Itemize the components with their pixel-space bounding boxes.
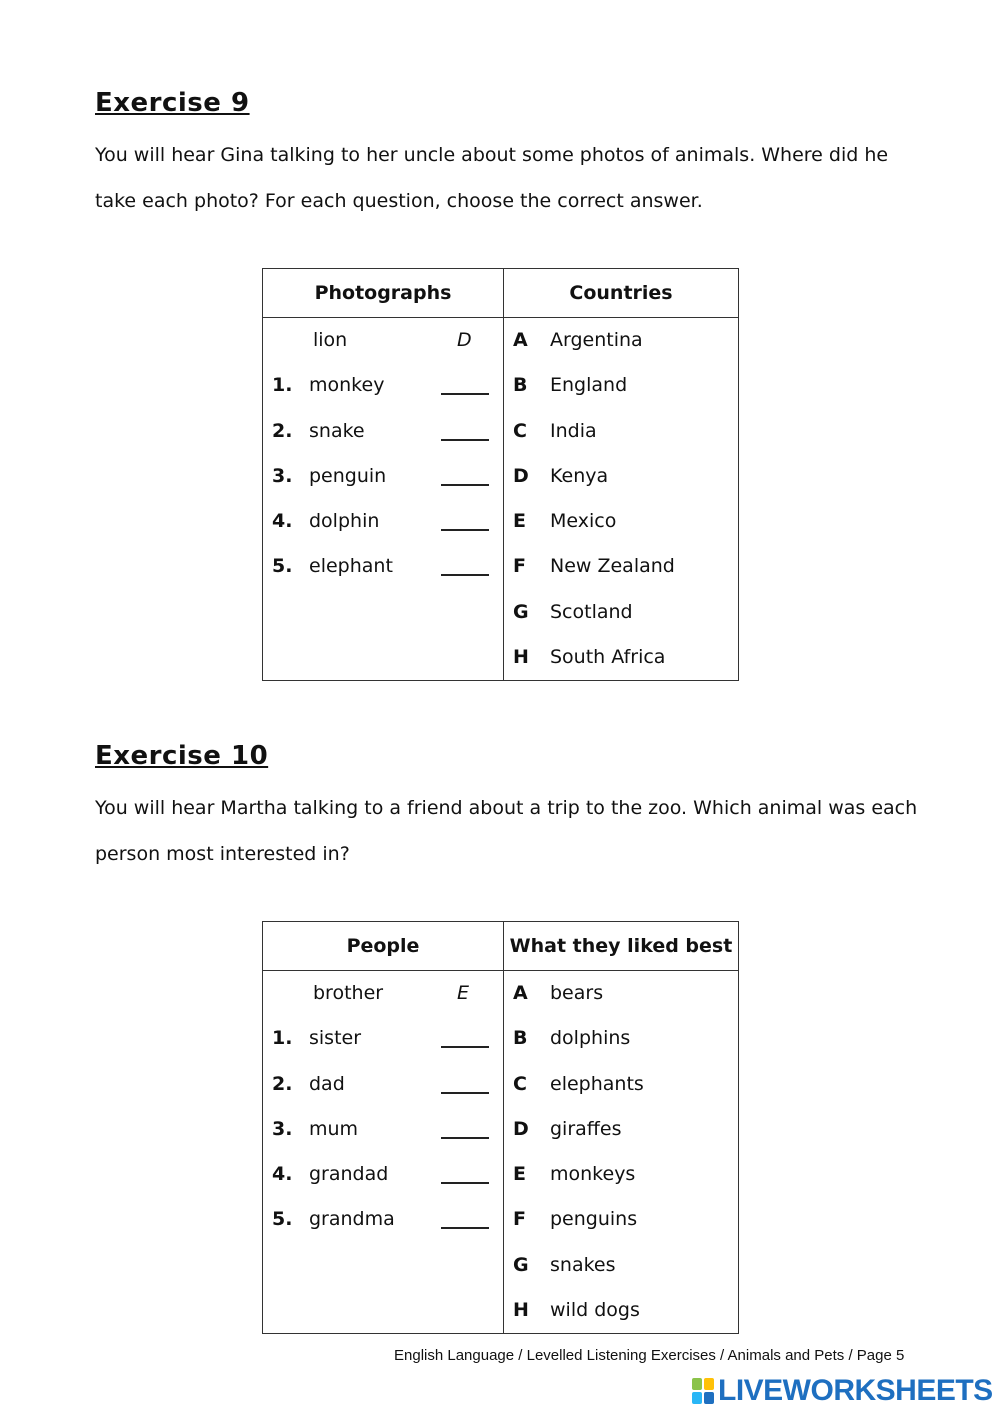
option-letter: D (513, 464, 529, 487)
example-item: brother (313, 982, 384, 1004)
option-text: Kenya (550, 464, 609, 487)
logo-text: LIVEWORKSHEETS (718, 1374, 993, 1407)
option-row (504, 971, 738, 1016)
option-row (504, 1197, 738, 1242)
option-letter: F (513, 555, 526, 578)
option-letter: F (513, 1208, 526, 1231)
exercise-10-table (262, 921, 739, 1334)
question-number: 3. (272, 464, 293, 487)
option-letter: G (513, 1253, 529, 1276)
question-row (263, 409, 503, 454)
option-row (504, 454, 738, 499)
what-they-liked-best-header: What they liked best (504, 922, 739, 971)
question-number: 3. (272, 1117, 293, 1140)
option-text: elephants (550, 1072, 644, 1095)
question-number: 5. (272, 555, 293, 578)
question-number: 1. (272, 1027, 293, 1050)
question-number: 5. (272, 1208, 293, 1231)
logo-square-icon (692, 1378, 702, 1390)
logo-square-icon (692, 1392, 702, 1404)
option-text: giraffes (550, 1117, 622, 1140)
question-number: 4. (272, 1163, 293, 1186)
option-text: England (550, 374, 628, 397)
option-letter: A (513, 982, 528, 1004)
option-letter: G (513, 600, 529, 623)
option-row (504, 590, 738, 635)
question-item: sister (309, 1027, 362, 1050)
option-text: South Africa (550, 646, 666, 669)
question-row (263, 454, 503, 499)
question-item: monkey (309, 374, 385, 397)
question-row (263, 1016, 503, 1061)
option-row (504, 1107, 738, 1152)
question-item: grandad (309, 1163, 389, 1186)
option-row (504, 1243, 738, 1288)
option-row (504, 318, 738, 363)
question-row (263, 499, 503, 544)
answer-blank[interactable] (441, 439, 489, 441)
question-row (263, 1152, 503, 1197)
question-number: 2. (272, 419, 293, 442)
question-row (263, 544, 503, 589)
question-item: grandma (309, 1208, 395, 1231)
option-letter: E (513, 510, 526, 533)
option-letter: H (513, 646, 529, 669)
option-letter: C (513, 419, 527, 442)
option-letter: E (513, 1163, 526, 1186)
option-text: monkeys (550, 1163, 636, 1186)
exercise-9-table (262, 268, 739, 681)
answer-blank[interactable] (441, 1227, 489, 1229)
logo-square-icon (704, 1392, 714, 1404)
option-text: penguins (550, 1208, 638, 1231)
question-row (263, 363, 503, 408)
question-row (263, 1197, 503, 1242)
question-item: dad (309, 1072, 345, 1095)
question-row (263, 1062, 503, 1107)
option-row (504, 1152, 738, 1197)
answer-blank[interactable] (441, 1137, 489, 1139)
option-letter: B (513, 374, 528, 397)
example-row (263, 318, 503, 363)
photographs-header: Photographs (263, 269, 504, 318)
answer-blank[interactable] (441, 1046, 489, 1048)
option-text: Argentina (550, 329, 643, 351)
question-row (263, 1107, 503, 1152)
option-row (504, 1016, 738, 1061)
question-item: snake (309, 419, 365, 442)
option-text: New Zealand (550, 555, 675, 578)
option-letter: D (513, 1117, 529, 1140)
answer-blank[interactable] (441, 484, 489, 486)
option-row (504, 1288, 738, 1333)
option-row (504, 499, 738, 544)
question-item: elephant (309, 555, 393, 578)
question-item: penguin (309, 464, 387, 487)
example-item: lion (313, 329, 348, 351)
option-text: snakes (550, 1253, 616, 1276)
answer-blank[interactable] (441, 1092, 489, 1094)
option-letter: A (513, 329, 528, 351)
question-item: mum (309, 1117, 359, 1140)
page-footer: English Language / Levelled Listening Exercises / Animals and Pets / Page 5 (394, 1347, 905, 1364)
answer-blank[interactable] (441, 529, 489, 531)
option-row (504, 363, 738, 408)
question-number: 4. (272, 510, 293, 533)
exercise-10-instructions: You will hear Martha talking to a friend about a trip to the zoo. Which animal was each person most interested in? (95, 797, 918, 865)
option-row (504, 544, 738, 589)
answer-blank[interactable] (441, 574, 489, 576)
example-row (263, 971, 503, 1016)
option-row (504, 409, 738, 454)
option-text: dolphins (550, 1027, 631, 1050)
exercise-10-title: Exercise 10 (95, 741, 269, 771)
example-answer: E (457, 982, 470, 1004)
exercise-9-title: Exercise 9 (95, 88, 250, 118)
option-text: bears (550, 982, 604, 1004)
option-text: Mexico (550, 510, 617, 533)
question-number: 1. (272, 374, 293, 397)
option-letter: C (513, 1072, 527, 1095)
example-answer: D (457, 329, 472, 351)
option-text: Scotland (550, 600, 633, 623)
answer-blank[interactable] (441, 1182, 489, 1184)
liveworksheets-logo[interactable] (692, 1374, 993, 1408)
option-row (504, 1062, 738, 1107)
countries-header: Countries (504, 269, 739, 318)
question-number: 2. (272, 1072, 293, 1095)
answer-blank[interactable] (441, 393, 489, 395)
people-header: People (263, 922, 504, 971)
exercise-9-instructions: You will hear Gina talking to her uncle about some photos of animals. Where did he take each photo? For each question, choose the correct answer. (95, 144, 889, 212)
question-item: dolphin (309, 510, 380, 533)
logo-square-icon (704, 1378, 714, 1390)
option-row (504, 635, 738, 680)
option-letter: H (513, 1299, 529, 1322)
option-text: wild dogs (550, 1299, 640, 1322)
option-text: India (550, 419, 597, 442)
option-letter: B (513, 1027, 528, 1050)
logo-icon (692, 1378, 714, 1404)
